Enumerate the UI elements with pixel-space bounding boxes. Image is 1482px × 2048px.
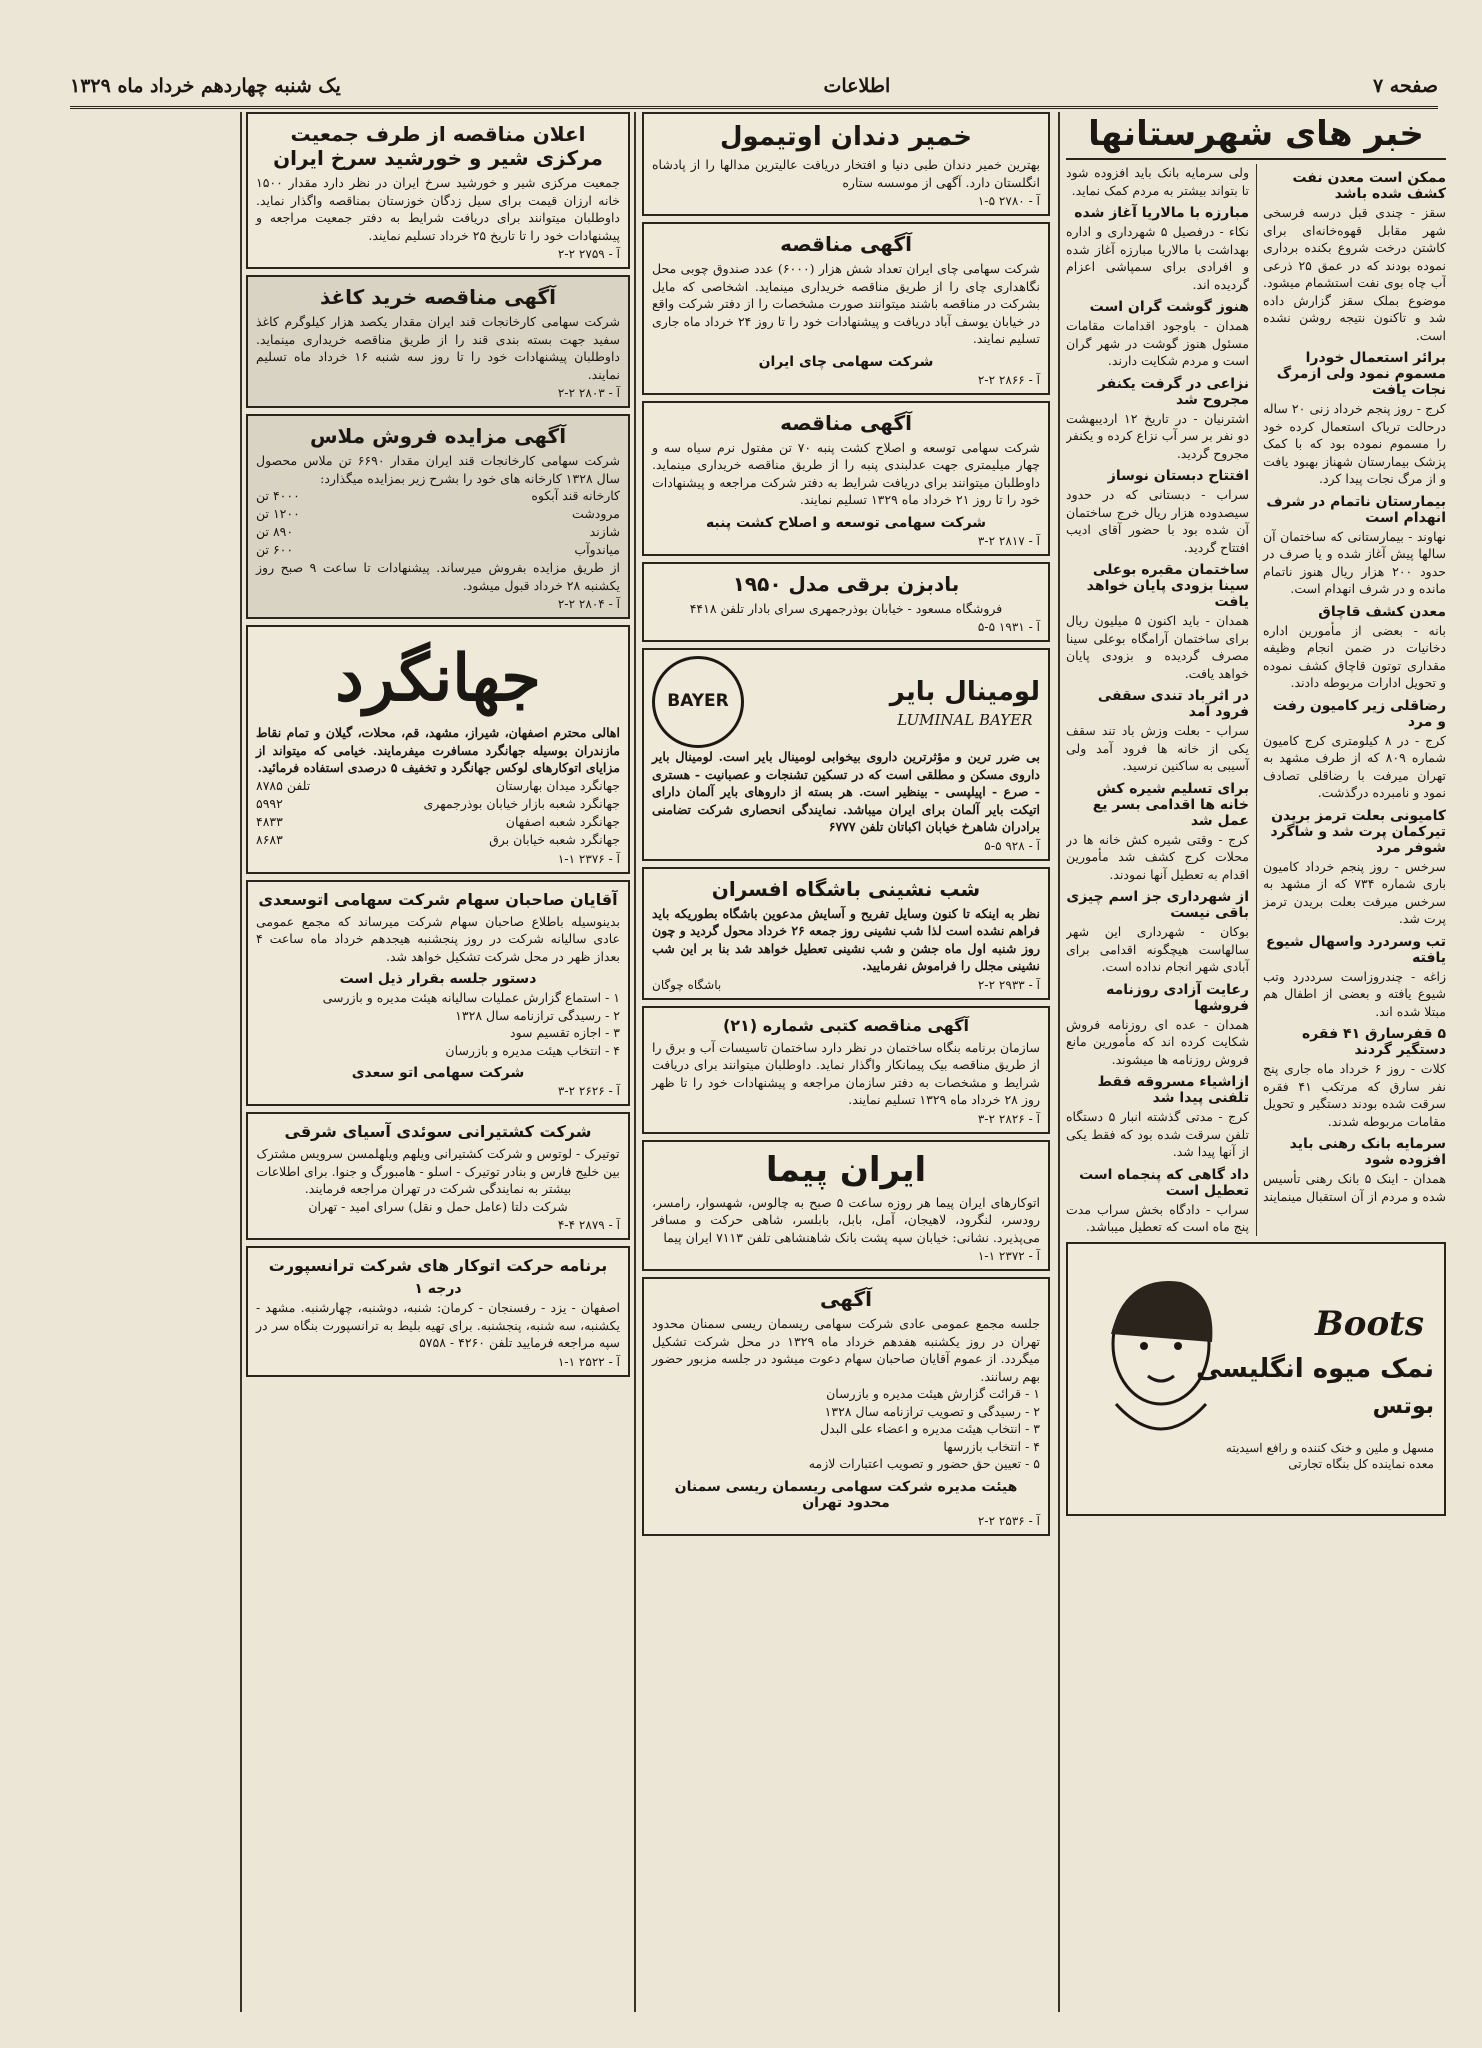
news-item: افتتاح دبستان نوساز سراب - دبستانی که در حدود سیصدوده هزار ریال خرج ساختمان آن شده بود با حضور آقای ادیب افتتاح گردید. <box>1066 468 1249 555</box>
news-item: سرمایه بانک رهنی باید افزوده شود همدان - اینک ۵ بانک رهنی تأسیس شده و مردم از آن استقبال مینمایند ولی سرمایه بانک باید افزوده شود تا بتواند بیشتر به مردم کمک نماید. <box>1066 165 1446 1204</box>
column-rule <box>634 112 636 2012</box>
boots-ad <box>1066 1242 1446 1516</box>
officers-club-ad: شب نشینی باشگاه افسران نظر به اینکه تا کنون وسایل تفریح و آسایش مدعوین باشگاه بطوریکه باید فراهم نشده است لذا شب نشینی روز جمعه ۲۶ خرداد محول گردید و چون روز شنبه اول ماه جشن و شب نشینی تعطیل خواهد شد بنا بر این شب نشینی مجلل را فراموش نفرمایید. آ - ۲۹۳۳ ۲-۲ باشگاه چوگان <box>642 867 1050 1000</box>
news-item: ساختمان مقبره بوعلی سینا بزودی پایان خواهد یافت همدان - باید اکنون ۵ میلیون ریال برای ساختمان آرامگاه بوعلی سینا مصرف گردیده و بزودی پایان خواهد یافت. <box>1066 562 1250 681</box>
masthead <box>70 66 1438 109</box>
molasses-row: کارخانه قند آبکوه ۴۰۰۰ تن <box>256 488 620 503</box>
news-item: داد گاهی که پنجماه است تعطیل است سراب - دادگاه بخش سراب مدت پنج ماه است که تعطیل میباشد. <box>1066 1166 1249 1234</box>
news-item: از شهرداری جز اسم چیزی باقی نیست بوکان - شهرداری این شهر سالهاست هیچگونه اقدامی برای آبادی شهر انجام نداده است. <box>1066 889 1249 974</box>
cotton-tender-ad: آگهی مناقصه شرکت سهامی توسعه و اصلاح کشت پنبه ۷۰ تن مفتول نرم سیاه سه و چهار میلیمتری جهت عدلبندی پنبه را از طریق مناقصه خریداری مینماید. داوطلبان میتوانند برای دریافت شرایط به دفتر شرکت مراجعه و پیشنهادات خود را تا روز ۲۱ خرداد ماه ۱۳۲۹ تسلیم نمایند. شرکت سهامی توسعه و اصلاح کشت پنبه آ - ۲۸۱۷ ۲-۳ <box>642 401 1050 556</box>
news-item: مبارزه با مالاریا آغاز شده نکاء - درفصیل ۵ شهرداری و اداره بهداشت با مالاریا مبارزه آغاز شده و افرادی برای سمپاشی اعزام گردیده اند. <box>1066 205 1250 292</box>
page-number: صفحه ۷ <box>1372 75 1438 97</box>
jahangard-logo: جهانگرد <box>335 641 541 716</box>
boots-brand: Boots <box>1315 1303 1424 1344</box>
news-item: رعایت آزادی روزنامه فروشها همدان - عده ای روزنامه فروش شکایت کرده اند که مأمورین مانع فروش روزنامه ها میشوند. <box>1066 981 1249 1067</box>
bayer-ad: لومینال بایر LUMINAL BAYER BAYER بی ضرر ترین و مؤثرترین داروی بیخوابی لومینال بایر است. لومینال بایر داروی مسکن و مطلقی است که در تسکین تشنجات و عصبانیت - هستری - صرع - اپیلپسی - بینظیر است. هر بسته از داروهای بایر آلمان دارای اتیکت بایر آلمان برای ایران میباشد. نمایندگی انحصاری شرکت تضامنی برادران شاهرخ خیابان اکباتان تلفن ۶۷۷۷ آ - ۹۲۸ ۵-۵ <box>642 648 1050 861</box>
news-section-title: خبر های شهرستانها <box>1066 114 1446 160</box>
iranpeyma-ad: ایران پیما اتوکارهای ایران پیما هر روزه ساعت ۵ صبح به چالوس، شهسوار، رامسر، رودسر، لنگرود، لاهیجان، آمل، بابل، بابلسر، شاهی حرکت و مسافر می‌پذیرد. نشانی: خیابان سپه پشت بانک شاهنشاهی تلفن ۷۱۱۳ ایران پیما آ - ۲۳۷۲ ۱-۱ <box>642 1140 1050 1272</box>
news-item: برای تسلیم شیره کش خانه ها اقدامی بسر یع عمل شد کرج - وقتی شیره کش خانه ها در محلات کرج کشف شد مأمورین اقدام به تعطیل آنها نمودند. <box>1066 780 1249 882</box>
semnan-notice-ad: آگهی جلسه مجمع عمومی عادی شرکت سهامی ریسمان ریسی سمنان محدود تهران در روز یکشنبه هفدهم خرداد ماه ۱۳۲۹ در محل شرکت تشکیل میگردد. از عموم آقایان صاحبان سهام دعوت میشود در جلسه مزبور حضور بهم رسانند. ۱ - قرائت گزارش هیئت مدیره و بازرسان ۲ - رسیدگی و تصویب ترازنامه سال ۱۳۲۸ ۳ - انتخاب هیئت مدیره و اعضاء علی البدل ۴ - انتخاب بازرسها ۵ - تعیین حق حضور و تصویب اعتبارات لازمه هیئت مدیره شرکت سهامی ریسمان ریسی سمنان محدود تهران آ - ۲۵۳۶ ۲-۲ <box>642 1277 1050 1536</box>
shareholders-ad: آقایان صاحبان سهام شرکت سهامی اتوسعدی بدینوسیله باطلاع صاحبان سهام شرکت میرساند که مجمع عمومی عادی سالیانه شرکت در روز پنجشنبه هیجدهم خرداد ماه ساعت ۴ بعداز ظهر در محل شرکت تشکیل خواهد شد. دستور جلسه بقرار ذیل است ۱ - استماع گزارش عملیات سالیانه هیئت مدیره و بازرسی ۲ - رسیدگی ترازنامه سال ۱۳۲۸ ۳ - اجازه تقسیم سود ۴ - انتخاب هیئت مدیره و بازرسان شرکت سهامی اتو سعدی آ - ۲۶۲۶ ۲-۳ <box>246 880 630 1107</box>
molasses-row: میاندوآب ۶۰۰ تن <box>256 542 620 557</box>
news-item: هنوز گوشت گران است همدان - باوجود اقدامات مقامات مسئول هنوز گوشت در شهر گران است و مردم شکایت دارند. <box>1066 299 1249 368</box>
news-item: برائر استعمال خودرا مسموم نمود ولی ازمرگ نجات یافت کرج - روز پنجم خرداد زنی ۲۰ ساله درحالت تریاک استعمال کرده خود را مسموم نموده بود که با کمک پزشک بیمارستان شهناز بهبود یافت و از مرگ نجات پیدا کرد. <box>1263 350 1446 486</box>
molasses-row: مرودشت ۱۲۰۰ تن <box>256 506 620 521</box>
jahangard-ad: جهانگرد اهالی محترم اصفهان، شیراز، مشهد، قم، محلات، گیلان و تمام نقاط مازندران بوسیله جهانگرد مسافرت میفرمایند. خیامی که میتواند از مزایای اتوکارهای لوکس جهانگرد و تخفیف ۵ درصدی استفاده فرمائید. جهانگرد میدان بهارستان تلفن ۸۷۸۵ جهانگرد شعبه بازار خیابان بوذرجمهری ۵۹۹۲ جهانگرد شعبه اصفهان ۴۸۳۳ جهانگرد شعبه خیابان برق ۸۶۸۳ آ - ۲۳۷۶ ۱-۱ <box>246 625 630 874</box>
news-item: رضاقلی زیر کامیون رفت و مرد کرج - در ۸ کیلومتری کرج کامیون شماره ۸۰۹ که از طرف مشهد به تهران میرفت با رضاقلی تصادف نمود و نامبرده درگذشت. <box>1263 697 1446 800</box>
swedish-shipping-ad: شرکت کشتیرانی سوئدی آسیای شرقی توتیرک - لوتوس و شرکت کشتیرانی ویلهم ویلهلمسن سرویس مشترک بین خلیج فارس و بنادر توتیرک - اسلو - هامبورگ و جنوا. برای اطلاعات بیشتر به نمایندگی شرکت در تهران مراجعه فرمایند. شرکت دلتا (عامل حمل و نقل) سرای امید - تهران آ - ۲۸۷۹ ۴-۴ <box>246 1112 630 1240</box>
paper-purchase-ad: آگهی مناقصه خرید کاغذ شرکت سهامی کارخانجات قند ایران مقدار یکصد هزار کیلوگرم کاغذ سفید جهت بسته بندی قند را از طریق مناقصه خریداری مینماید. داوطلبان پیشنهادات خود را تا روز سه شنبه ۱۶ خرداد ماه تسلیم نمایند. آ - ۲۸۰۳ ۲-۲ <box>246 275 630 408</box>
red-lion-tender-ad: اعلان مناقصه از طرف جمعیت مرکزی شیر و خورشید سرخ ایران جمعیت مرکزی شیر و خورشید سرخ ایران در نظر دارد مقدار ۱۵۰۰ خانه ارزان قیمت برای سیل زدگان خوزستان بمناقصه واگذار نماید. داوطلبان میتوانند برای دریافت شرایط به دفتر جمعیت مراجعه و پیشنهادات خود را تا تاریخ ۲۵ خرداد تسلیم نمایند. آ - ۲۷۵۹ ۲-۲ <box>246 112 630 269</box>
transport-schedule-ad: برنامه حرکت اتوکار های شرکت ترانسپورت درجه ۱ اصفهان - یزد - رفسنجان - کرمان: شنبه، دوشنبه، چهارشنبه. مشهد - یکشنبه، سه شنبه، پنجشنبه. برای تهیه بلیط به ترانسپورت بنگاه سر در سپه مراجعه فرمایید تلفن ۴۲۶۰ - ۵۷۵۸ آ - ۲۵۲۲ ۱-۱ <box>246 1246 630 1377</box>
ads-column-left <box>246 112 630 2012</box>
issue-date: یک شنبه چهاردهم خرداد ماه ۱۳۲۹ <box>70 75 341 97</box>
boots-desc: مسهل و ملین و خنک کننده و رافع اسیدیته معده نماینده کل بنگاه تجارتی <box>1225 1440 1434 1471</box>
news-item: کامیونی بعلت ترمز بریدن تیرکمان پرت شد و شاگرد شوفر مرد سرخس - روز پنجم خرداد کامیون باری شماره ۷۳۴ که از مشهد به سرخس میرفت بعلت بریدن ترمز پرت شد. <box>1263 807 1446 926</box>
news-column <box>1066 112 1446 2012</box>
tender21-ad: آگهی مناقصه کتبی شماره (۲۱) سازمان برنامه بنگاه ساختمان در نظر دارد ساختمان تاسیسات آب و برق را از طریق مناقصه بیک پیمانکار واگذار نماید. داوطلبان میتوانند برای دریافت شرایط و مشخصات به دفتر سازمان مراجعه و پیشنهادات خود را تا ظهر روز ۲۸ خرداد ماه ۱۳۲۹ تسلیم نمایند. آ - ۲۸۲۶ ۲-۳ <box>642 1006 1050 1134</box>
news-item: بیمارستان ناتمام در شرف انهدام است نهاوند - بیمارستانی که ساختمان آن سالها پیش آغاز شده و یا صرف در حدود ۲۰۰ هزار ریال هنوز ناتمام مانده و در شرف انهدام است. <box>1263 493 1446 596</box>
ads-column-center <box>642 112 1050 2012</box>
molasses-row: شازند ۸۹۰ تن <box>256 524 620 539</box>
news-item: معدن کشف قاچاق بانه - بعضی از مأمورین اداره دخانیات در ضمن انجام وظیفه مقداری توتون قاچاق کشف نموده و تحویل ادارات مربوطه دادند. <box>1263 603 1446 690</box>
boots-name: بوتس <box>1372 1393 1434 1419</box>
tea-tender-ad: آگهی مناقصه شرکت سهامی چای ایران تعداد شش هزار (۶۰۰۰) عدد صندوق چوبی محل نگاهداری چای را از طریق مناقصه خریداری مینماید. اشخاصی که مایل بشرکت در مناقصه باشند میتوانند صورت مشخصات را از دفتر شرکت واقع در خیابان یوسف آباد دریافت و پیشنهادات خود را تا روز ۲۴ خرداد ماه جاری تسلیم نمایند. شرکت سهامی چای ایران آ - ۲۸۶۶ ۲-۲ <box>642 222 1050 395</box>
bayer-cross-logo: BAYER <box>652 656 744 748</box>
column-rule <box>240 112 242 2012</box>
paper-name: اطلاعات <box>823 75 891 97</box>
fan-ad: بادبزن برقی مدل ۱۹۵۰ فروشگاه مسعود - خیابان بوذرجمهری سرای بادار تلفن ۴۴۱۸ آ - ۱۹۳۱ ۵-۵ <box>642 562 1050 643</box>
news-item: در اثر باد تندی سقفی فرود آمد سراب - بعلت وزش باد تند سقف یکی از خانه ها فرود آمد ولی آسیبی به ساکنین نرسید. <box>1066 688 1249 773</box>
toothpaste-ad: خمیر دندان اوتیمول بهترین خمیر دندان طبی دنیا و افتخار دریافت عالیترین مدالها را از پادشاه انگلستان دارد. آگهی از موسسه ستاره آ - ۲۷۸۰ ۵-۱ <box>642 112 1050 216</box>
molasses-auction-ad: آگهی مزایده فروش ملاس شرکت سهامی کارخانجات قند ایران مقدار ۶۶۹۰ تن ملاس محصول سال ۱۳۲۸ کارخانه های خود را بشرح زیر بمزایده میگذارد: کارخانه قند آبکوه ۴۰۰۰ تن مرودشت ۱۲۰۰ تن شازند ۸۹۰ تن میاندوآب ۶۰۰ تن از طریق مزایده بفروش میرساند. پیشنهادات تا ساعت ۹ صبح روز یکشنبه ۲۸ خرداد قبول میشود. آ - ۲۸۰۴ ۲-۲ <box>246 414 630 619</box>
news-item: ازاشیاء مسروقه فقط تلفنی پیدا شد کرج - مدتی گذشته انبار ۵ دستگاه تلفن سرقت شده بود که فقط یکی از آنها پیدا شد. <box>1066 1074 1249 1159</box>
boots-headline: نمک میوه انگلیسی <box>1195 1353 1434 1384</box>
news-item: ۵ قفرسارق ۴۱ فقره دستگیر گردند کلات - روز ۶ خرداد ماه جاری پنج نفر سارق که مرتکب ۴۱ فقره سرقت شده بودند دستگیر و تحویل مقامات مربوطه شدند. <box>1263 1026 1446 1129</box>
news-item: ممکن است معدن نفت کشف شده باشد سقز - چندی قبل درسه فرسخی شهر مقابل قهوه‌خانه‌ای برای کاشتن درخت شروع بکنده برداری نموده بودند که در عمق ۲۵ ذرعی آب چاه بوی نفت استشمام میشود. موضوع بملک سقز گزارش داده شد و تاکنون نتیجه روشن نشده است. <box>1263 170 1446 343</box>
column-rule <box>1058 112 1060 2012</box>
news-item: نزاعی در گرفت یکنفر مجروح شد اشترنیان - در تاریخ ۱۲ اردیبهشت دو نفر بر سر آب نزاع کرده و یکنفر مجروح گردید. <box>1066 375 1249 461</box>
news-item: تب وسردرد واسهال شیوع یافته زاغه - چندروزاست سرددرد وتب شیوع یافته و بعضی از اطفال هم مبتلا شده اند. <box>1263 933 1446 1019</box>
